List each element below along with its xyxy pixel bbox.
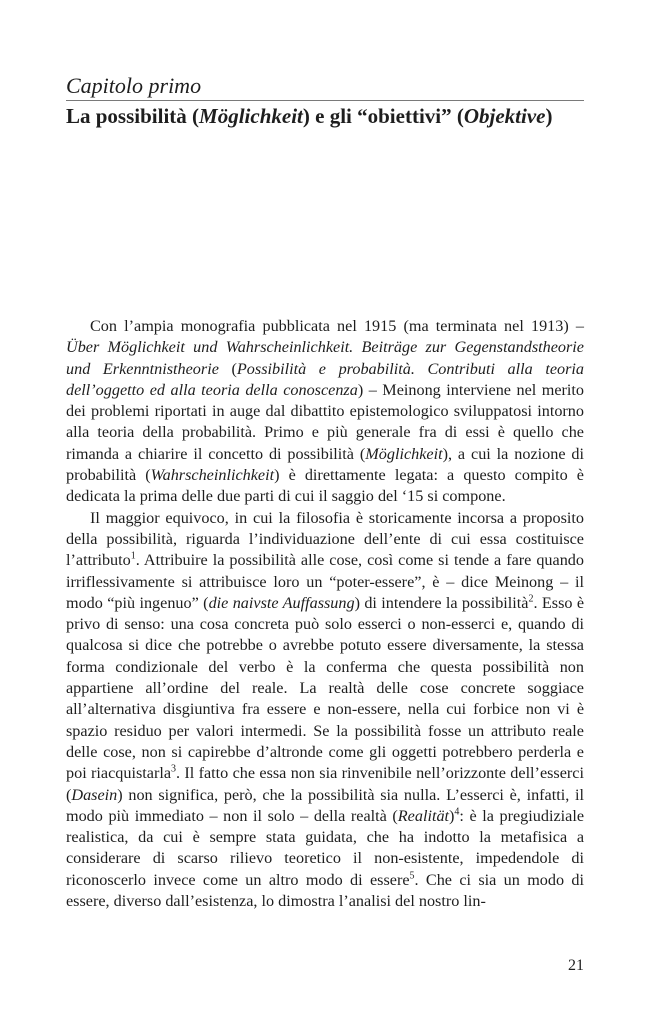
chapter-title-text: La possibilità ( — [66, 104, 200, 128]
chapter-title-text: ) — [545, 104, 553, 128]
text-run: . Il fatto che essa non sia rinvenibile nell’orizzonte dell’esserci ( — [66, 764, 584, 804]
text-run: . Che ci sia un modo di essere, diverso dall’esistenza, lo dimostra l’analisi del nostro lin- — [66, 870, 584, 911]
italic-term: Wahrscheinlichkeit — [150, 466, 275, 485]
text-run: ) è direttamente legata: a questo compito è dedicata la prima delle due parti di cui il saggio del ‘15 si compone. — [66, 466, 584, 506]
text-run: ), a cui la nozione di probabilità ( — [66, 444, 584, 485]
footnote-ref: 3 — [171, 763, 177, 775]
chapter-rule — [66, 100, 584, 101]
chapter-title-text: ) e gli “obiettivi” ( — [302, 104, 464, 128]
italic-term: Dasein — [71, 785, 118, 804]
text-run: ) — [449, 806, 455, 825]
italic-term: Möglichkeit — [365, 444, 443, 463]
footnote-ref: 4 — [454, 806, 460, 818]
text-run: ) di intendere la possibilità — [354, 593, 529, 612]
body-text — [66, 316, 584, 912]
italic-term: Realität — [397, 806, 450, 825]
text-run: ) – Meinong interviene nel merito dei problemi riportati in auge dal dibattito epistemologico sviluppatosi intorno alla teoria della probabilità. Primo e più generale fra di essi è quello che rimanda a chiarire il concetto di possibilità ( — [66, 380, 584, 463]
page-number: 21 — [568, 957, 584, 974]
italic-book-title-translation: Possibilità e probabilità. Contributi alla teoria dell’oggetto ed alla teoria della conoscenza — [66, 359, 585, 399]
text-run: Con l’ampia monografia pubblicata nel 1915 (ma terminata nel 1913) – — [90, 317, 584, 335]
footnote-ref: 5 — [409, 870, 415, 882]
italic-book-title: Über Möglichkeit und Wahrscheinlichkeit. Beiträge zur Gegenstandstheorie und Erkenntnistheorie — [66, 338, 584, 378]
text-run: Il maggior equivoco, in cui la filosofia è storicamente incorsa a proposito della possibilità, riguarda l’individuazione dell’ente di cui essa costituisce l’attributo — [66, 508, 584, 570]
chapter-label: Capitolo primo — [66, 73, 202, 98]
paragraph-1 — [66, 316, 584, 508]
italic-term: die naivste Auffassung — [208, 593, 355, 612]
text-run: : è la pregiudiziale realistica, da cui è sempre stata guidata, che ha indotto la metafisica a considerare di scarso rilievo teoretico il non-esistente, impedendole di riconoscerlo invece come un altro modo di essere — [66, 806, 585, 889]
footnote-ref: 2 — [528, 593, 534, 605]
text-run: . Attribuire la possibilità alle cose, così come si tende a fare quando irriflessivamente si attribuisce loro un “poter-essere”, è – dice Meinong – il modo “più ingenuo” ( — [66, 551, 584, 612]
text-run: ) non significa, però, che la possibilità sia nulla. L’esserci è, infatti, il modo più immediato – non il solo – della realtà ( — [66, 785, 584, 825]
chapter-title — [66, 102, 553, 130]
footnote-ref: 1 — [130, 550, 136, 562]
text-run: . Esso è privo di senso: una cosa concreta può solo esserci o non-esserci e, quando di qualcosa si dice che potrebbe o avrebbe potuto essere diversamente, la stessa forma condizionale del verbo è la conferma che questa possibilità non appartiene all’ordine del reale. La realtà delle cose concrete soggiace all’alternativa disgiuntiva fra essere e non-essere, nella cui forbice non vi è spazio residuo per valori intermedi. Se la possibilità fosse un attributo reale delle cose, non si capirebbe d’altronde come gli oggetti potrebbero perderla e poi riacquistarla — [66, 593, 585, 783]
chapter-title-italic-term: Objektive — [463, 104, 546, 128]
chapter-title-italic-term: Möglichkeit — [199, 104, 303, 128]
text-run: ( — [218, 359, 237, 378]
paragraph-2 — [66, 508, 584, 913]
